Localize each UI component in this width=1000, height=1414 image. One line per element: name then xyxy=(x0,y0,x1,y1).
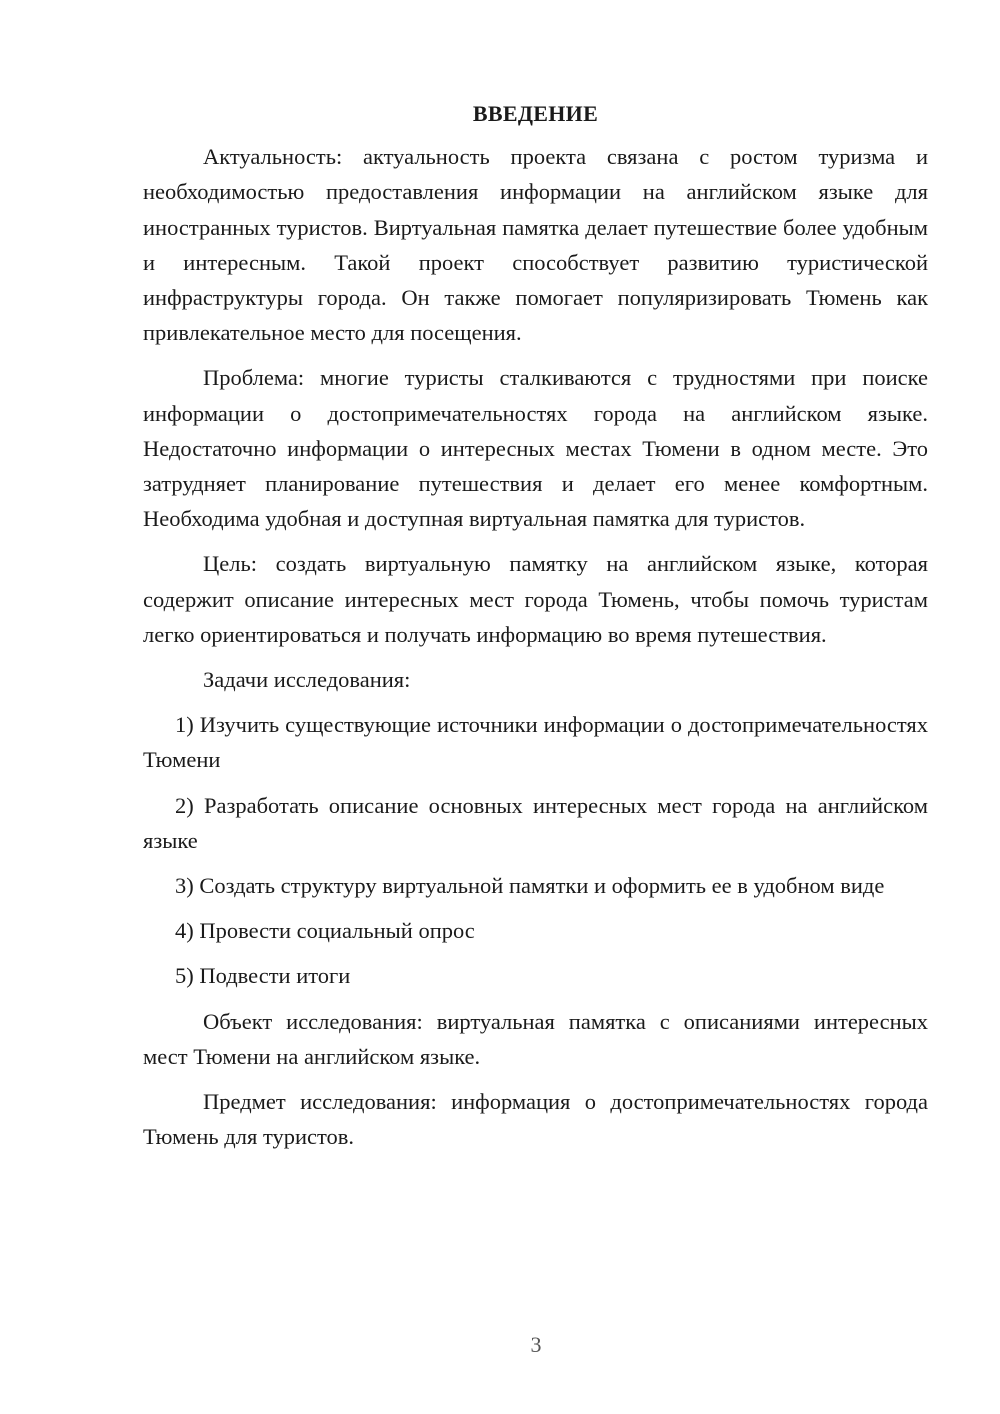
paragraph-subject: Предмет исследования: информация о достопримечательностях города Тюмень для туристов. xyxy=(143,1089,928,1150)
paragraph-tasks-intro: Задачи исследования: xyxy=(203,667,411,693)
task-item-3: 3) Создать структуру виртуальной памятки и оформить ее в удобном виде xyxy=(175,873,885,899)
paragraph-goal: Цель: создать виртуальную памятку на английском языке, которая содержит описание интересных мест города Тюмень, чтобы помочь туристам легко ориентироваться и получать информацию во время путешествия. xyxy=(143,551,928,647)
task-item-2: 2) Разработать описание основных интересных мест города на английском языке xyxy=(143,792,928,853)
task-item-5: 5) Подвести итоги xyxy=(175,963,351,989)
paragraph-object: Объект исследования: виртуальная памятка с описаниями интересных мест Тюмени на английском языке. xyxy=(143,1008,928,1069)
paragraph-problem: Проблема: многие туристы сталкиваются с трудностями при поиске информации о достопримечательностях города на английском языке. Недостаточно информации о интересных местах Тюмени в одном месте. Это затрудняет планирование путешествия и делает его менее комфортным. Необходима удобная и доступная виртуальная памятка для туристов. xyxy=(143,365,928,532)
page-content xyxy=(143,96,928,1164)
paragraph-relevance: Актуальность: актуальность проекта связана с ростом туризма и необходимостью предоставления информации на английском языке для иностранных туристов. Виртуальная памятка делает путешествие более удобным и интересным. Такой проект способствует развитию туристической инфраструктуры города. Он также помогает популяризировать Тюмень как привлекательное место для посещения. xyxy=(143,144,928,346)
task-item-4: 4) Провести социальный опрос xyxy=(175,918,475,944)
page-number: 3 xyxy=(530,1332,542,1357)
page-heading: ВВЕДЕНИЕ xyxy=(472,101,599,126)
task-item-1: 1) Изучить существующие источники информации о достопримечательностях Тюмени xyxy=(143,712,928,773)
